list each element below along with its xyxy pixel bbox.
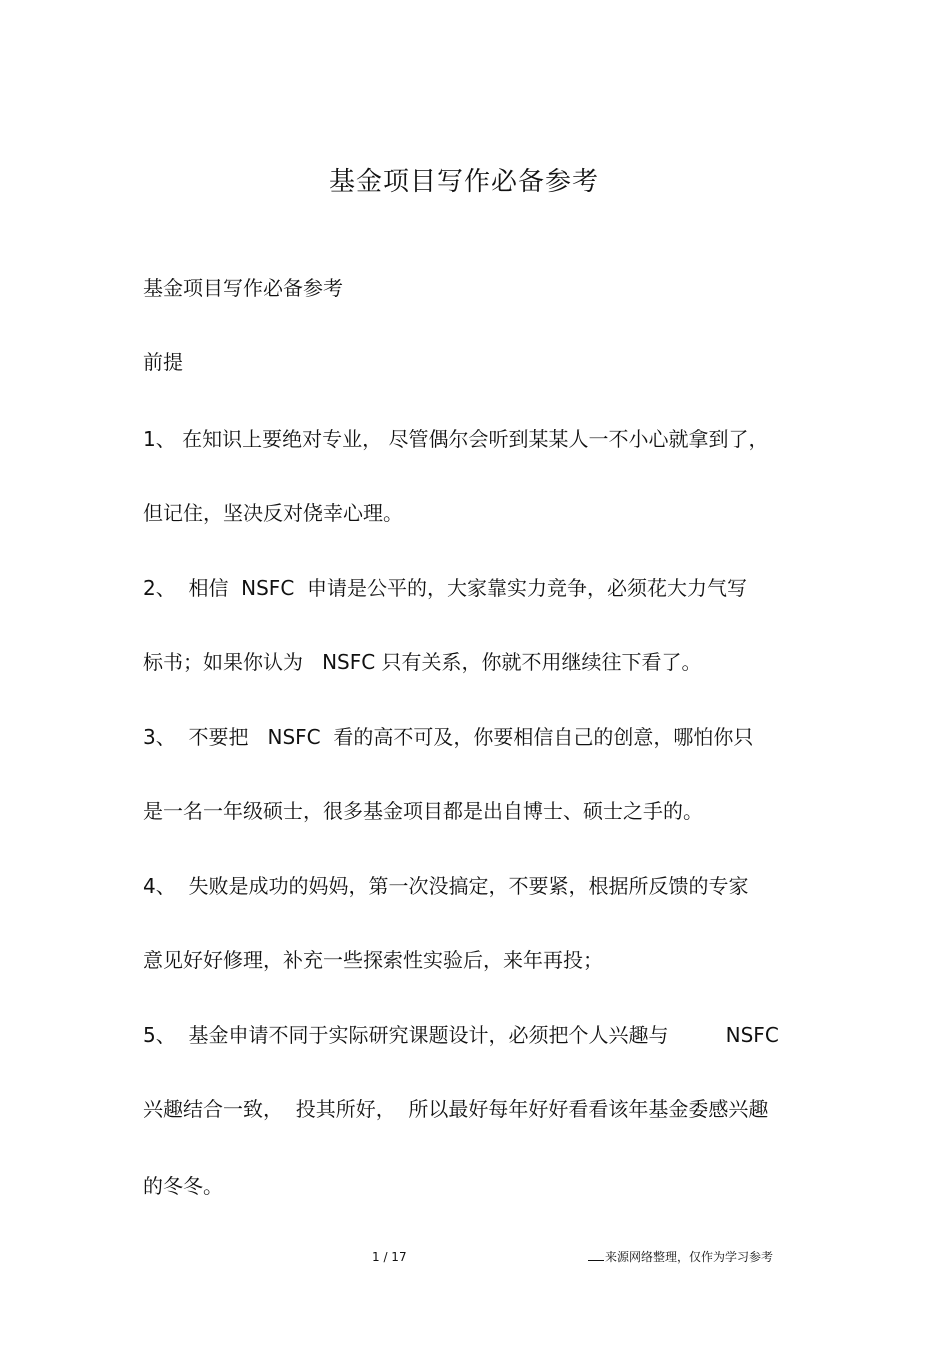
body-line: 的冬冬。: [143, 1174, 223, 1198]
body-line: 但记住，坚决反对侥幸心理。: [143, 501, 403, 525]
footer-note: [588, 1249, 773, 1265]
body-line: 4、 失败是成功的妈妈，第一次没搞定，不要紧，根据所反馈的专家: [143, 874, 749, 898]
body-line: 前提: [143, 350, 183, 374]
body-line: 3、 不要把 NSFC 看的高不可及，你要相信自己的创意，哪怕你只: [143, 725, 754, 749]
page-number: 1 / 17: [372, 1250, 407, 1264]
body-line: 意见好好修理，补充一些探索性实验后，来年再投；: [143, 948, 603, 972]
body-line: 1、 在知识上要绝对专业， 尽管偶尔会听到某某人一不小心就拿到了，: [143, 427, 769, 451]
underline-rule: [588, 1250, 604, 1261]
footer-note-text: 来源网络整理，仅作为学习参考: [605, 1250, 774, 1264]
document-title: 基金项目写作必备参考: [328, 167, 599, 197]
body-line: 2、 相信 NSFC 申请是公平的，大家靠实力竞争，必须花大力气写: [143, 576, 747, 600]
body-line: 是一名一年级硕士，很多基金项目都是出自博士、硕士之手的。: [143, 799, 703, 823]
body-line: 基金项目写作必备参考: [143, 276, 343, 300]
body-line: 标书；如果你认为 NSFC 只有关系，你就不用继续往下看了。: [143, 650, 702, 674]
body-line: 5、 基金申请不同于实际研究课题设计，必须把个人兴趣与 NSFC: [143, 1023, 779, 1047]
body-line: 兴趣结合一致， 投其所好， 所以最好每年好好看看该年基金委感兴趣: [143, 1097, 769, 1121]
